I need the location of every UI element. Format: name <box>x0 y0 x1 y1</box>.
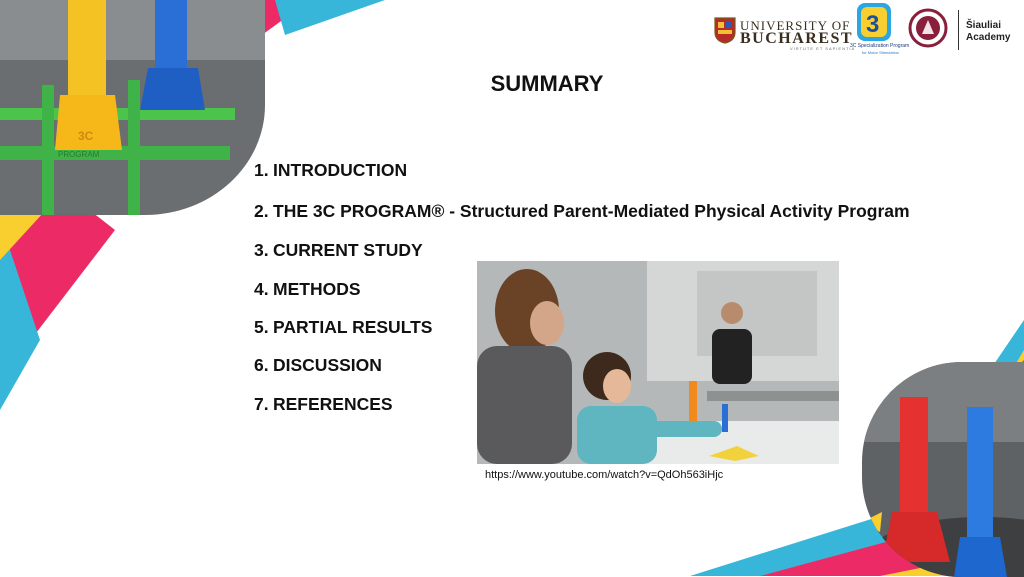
agenda-item <box>254 355 382 376</box>
3c-program-logo-icon <box>856 2 892 42</box>
agenda-number: 6. <box>254 355 269 375</box>
program-subcaption: for Motor Stimulation <box>862 50 899 55</box>
agenda-item <box>254 160 407 181</box>
block-label: 3C <box>78 129 94 143</box>
agenda-item <box>254 317 432 338</box>
slide-title: SUMMARY <box>490 71 604 96</box>
agenda-number: 7. <box>254 394 269 414</box>
agenda-item <box>254 201 910 222</box>
university-name-line2: BUCHAREST <box>740 30 854 47</box>
academy-name-line1: Šiauliai <box>966 20 1002 31</box>
university-seal-icon <box>908 8 948 48</box>
university-name-line1: UNIVERSITY OF <box>740 18 851 33</box>
program-blocks-photo <box>0 0 265 215</box>
agenda-item <box>254 279 361 300</box>
academy-name-line2: Academy <box>966 32 1011 43</box>
agenda-label: REFERENCES <box>273 394 393 414</box>
program-caption: 3C Specialization Program <box>850 43 910 49</box>
university-tagline: VIRTUTE ET SAPIENTIA <box>790 46 856 51</box>
agenda-label: CURRENT STUDY <box>273 240 423 260</box>
academy-logo <box>966 20 1010 44</box>
svg-text:3: 3 <box>866 11 880 38</box>
agenda-number: 5. <box>254 317 269 337</box>
agenda-label: METHODS <box>273 279 361 299</box>
university-crest-icon <box>714 16 736 44</box>
logo-divider <box>958 10 959 50</box>
agenda-label: THE 3C PROGRAM® - Structured Parent-Mediated Physical Activity Program <box>273 201 910 221</box>
agenda-label: DISCUSSION <box>273 355 382 375</box>
video-link[interactable]: https://www.youtube.com/watch?v=QdOh563iHjc <box>485 469 724 481</box>
agenda-label: PARTIAL RESULTS <box>273 317 433 337</box>
agenda-number: 2. <box>254 201 269 221</box>
agenda-number: 1. <box>254 160 269 180</box>
agenda-item <box>254 394 393 415</box>
grid-label: PROGRAM <box>58 150 100 159</box>
video-thumbnail[interactable] <box>477 261 839 464</box>
agenda-number: 4. <box>254 279 269 299</box>
partner-logos <box>710 2 1020 62</box>
agenda-label: INTRODUCTION <box>273 160 408 180</box>
agenda-item <box>254 240 423 261</box>
agenda-number: 3. <box>254 240 269 260</box>
